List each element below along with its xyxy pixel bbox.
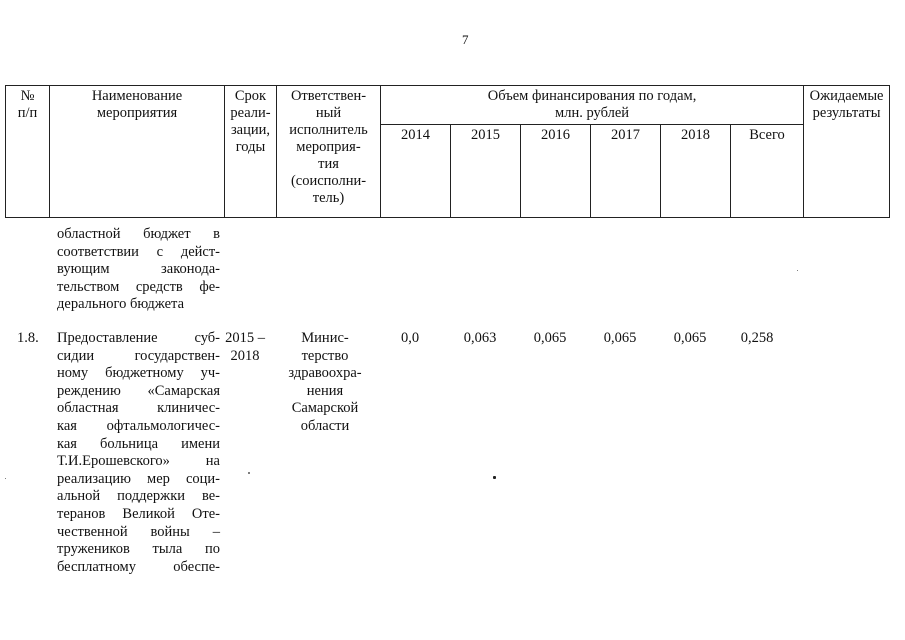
scan-speck xyxy=(493,476,496,479)
row-name: Предоставление суб- сидии государствен- ному бюджетному уч- реждению «Самарская областная клиничес- кая офтальмологичес- кая больница имени Т.И.Ерошевского» на реализацию мер соци- альной поддержки ве- теранов Великой Оте- чественной войны – тружеников тыла по бесплатному обеспе- xyxy=(57,330,220,575)
header-responsible: Ответствен- ный исполнитель мероприя- тия (соисполни- тель) xyxy=(277,86,381,218)
header-year-2017: 2017 xyxy=(591,125,661,218)
header-term: Срок реали- зации, годы xyxy=(225,86,277,218)
header-year-2016: 2016 xyxy=(521,125,591,218)
scan-speck xyxy=(248,472,250,474)
row-number: 1.8. xyxy=(17,330,39,346)
header-funding: Объем финансирования по годам, млн. рублей xyxy=(381,86,804,125)
value-2014: 0,0 xyxy=(400,330,420,346)
header-year-2018: 2018 xyxy=(661,125,731,218)
row-responsible: Минис- терство здравоохра- нения Самарской области xyxy=(288,330,362,434)
financing-table-header xyxy=(5,85,890,218)
value-total: 0,258 xyxy=(740,330,774,346)
row-term: 2015 – 2018 xyxy=(225,330,265,364)
scan-speck xyxy=(5,478,6,479)
header-total: Всего xyxy=(731,125,804,218)
header-results: Ожидаемые результаты xyxy=(804,86,890,218)
page-number: 7 xyxy=(462,32,469,47)
scan-speck xyxy=(797,270,798,271)
value-2017: 0,065 xyxy=(603,330,637,346)
value-2016: 0,065 xyxy=(533,330,567,346)
header-num: № п/п xyxy=(6,86,50,218)
header-year-2014: 2014 xyxy=(381,125,451,218)
header-year-2015: 2015 xyxy=(451,125,521,218)
continuation-name: областной бюджет в соответствии с дейст- вующим законода- тельством средств фе- дерального бюджета xyxy=(57,226,220,313)
value-2015: 0,063 xyxy=(463,330,497,346)
value-2018: 0,065 xyxy=(673,330,707,346)
header-name: Наименование мероприятия xyxy=(50,86,225,218)
